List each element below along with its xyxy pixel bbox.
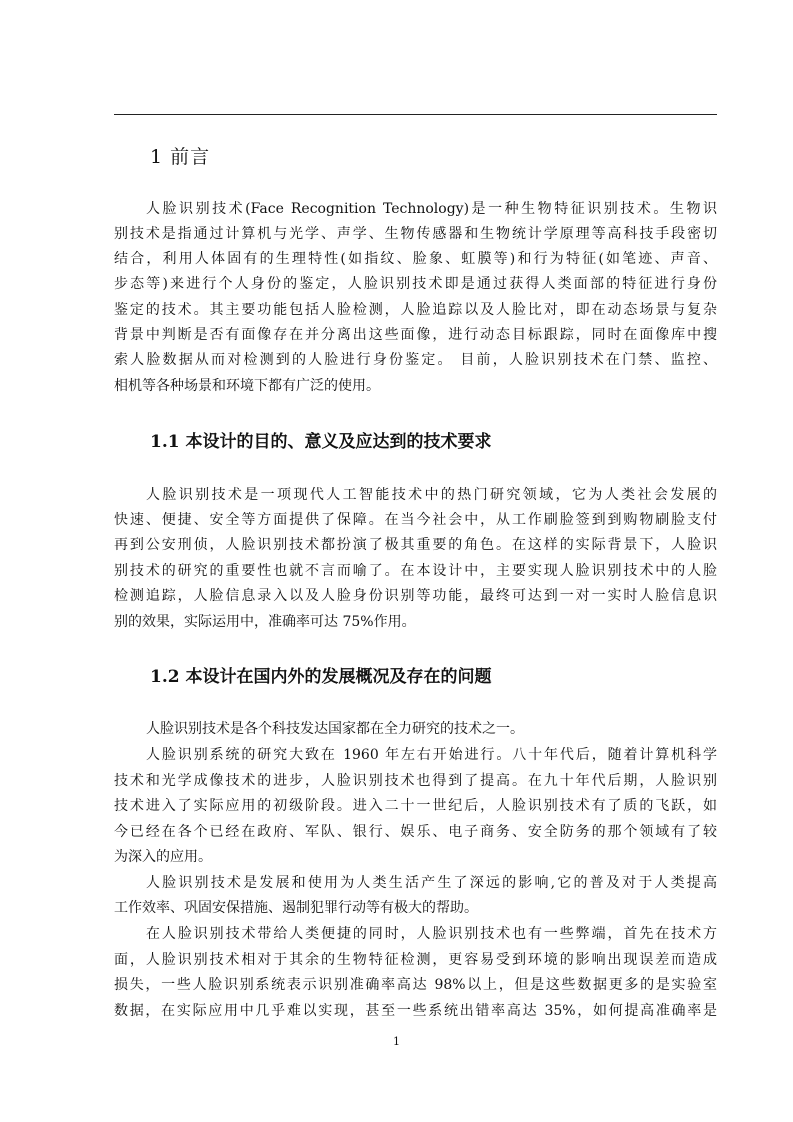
section-1-2-line: 损失，一些人脸识别系统表示识别准确率高达 98%以上，但是这些数据更多的是实验室 — [114, 977, 717, 993]
section-1-2-line: 技术进入了实际应用的初级阶段。进入二十一世纪后，人脸识别技术有了质的飞跃，如 — [114, 798, 717, 814]
intro-line: 步态等)来进行个人身份的鉴定，人脸识别技术即是通过获得人类面部的特征进行身份 — [114, 276, 717, 292]
section-1-2-line: 人脸识别系统的研究大致在 1960 年左右开始进行。八十年代后，随着计算机科学 — [146, 747, 717, 763]
section-1-1-line: 检测追踪，人脸信息录入以及人脸身份识别等功能，最终可达到一对一实时人脸信息识 — [114, 588, 717, 604]
intro-line: 别技术是指通过计算机与光学、声学、生物传感器和生物统计学原理等高科技手段密切 — [114, 226, 717, 242]
section-1-1-line: 别技术的研究的重要性也就不言而喻了。在本设计中，主要实现人脸识别技术中的人脸 — [114, 563, 717, 579]
heading-1-2: 1.2 本设计在国内外的发展概况及存在的问题 — [150, 667, 492, 687]
section-1-2-line: 今已经在各个已经在政府、军队、银行、娱乐、电子商务、安全防务的那个领域有了较 — [114, 824, 717, 840]
section-1-2-line: 人脸识别技术是发展和使用为人类生活产生了深远的影响,它的普及对于人类提高 — [146, 875, 717, 891]
intro-line: 结合，利用人体固有的生理特性(如指纹、脸象、虹膜等)和行为特征(如笔迹、声音、 — [114, 251, 717, 267]
heading-1-1: 1.1 本设计的目的、意义及应达到的技术要求 — [150, 432, 492, 452]
intro-line: 相机等各种场景和环境下都有广泛的使用。 — [114, 378, 380, 394]
intro-line: 索人脸数据从而对检测到的人脸进行身份鉴定。 目前，人脸识别技术在门禁、监控、 — [114, 352, 717, 368]
intro-line: 人脸识别技术(Face Recognition Technology)是一种生物特征识别技术。生物识 — [146, 201, 717, 217]
intro-line: 鉴定的技术。其主要功能包括人脸检测，人脸追踪以及人脸比对，即在动态场景与复杂 — [114, 302, 717, 318]
section-1-2-line: 工作效率、巩固安保措施、遏制犯罪行动等有极大的帮助。 — [114, 900, 478, 916]
section-1-2-line: 面，人脸识别技术相对于其余的生物特征检测，更容易受到环境的影响出现误差而造成 — [114, 952, 717, 968]
header-rule — [114, 114, 717, 115]
section-1-2-line: 人脸识别技术是各个科技发达国家都在全力研究的技术之一。 — [146, 721, 524, 737]
section-1-1-line: 快速、便捷、安全等方面提供了保障。在当今社会中，从工作刷脸签到到购物刷脸支付 — [114, 512, 717, 528]
heading-preface: 1 前言 — [150, 146, 211, 168]
section-1-1-line: 别的效果，实际运用中，准确率可达 75%作用。 — [114, 614, 416, 630]
intro-line: 背景中判断是否有面像存在并分离出这些面像，进行动态目标跟踪，同时在面像库中搜 — [114, 327, 717, 343]
page-number: 1 — [393, 1035, 400, 1048]
section-1-1-line: 人脸识别技术是一项现代人工智能技术中的热门研究领域，它为人类社会发展的 — [146, 487, 717, 503]
section-1-2-line: 数据，在实际应用中几乎难以实现，甚至一些系统出错率高达 35%，如何提高准确率是 — [114, 1003, 717, 1019]
section-1-2-line: 技术和光学成像技术的进步，人脸识别技术也得到了提高。在九十年代后期，人脸识别 — [114, 773, 717, 789]
section-1-1-line: 再到公安刑侦，人脸识别技术都扮演了极其重要的角色。在这样的实际背景下，人脸识 — [114, 537, 717, 553]
section-1-2-line: 在人脸识别技术带给人类便捷的同时，人脸识别技术也有一些弊端，首先在技术方 — [146, 926, 717, 942]
section-1-2-line: 为深入的应用。 — [114, 849, 212, 865]
